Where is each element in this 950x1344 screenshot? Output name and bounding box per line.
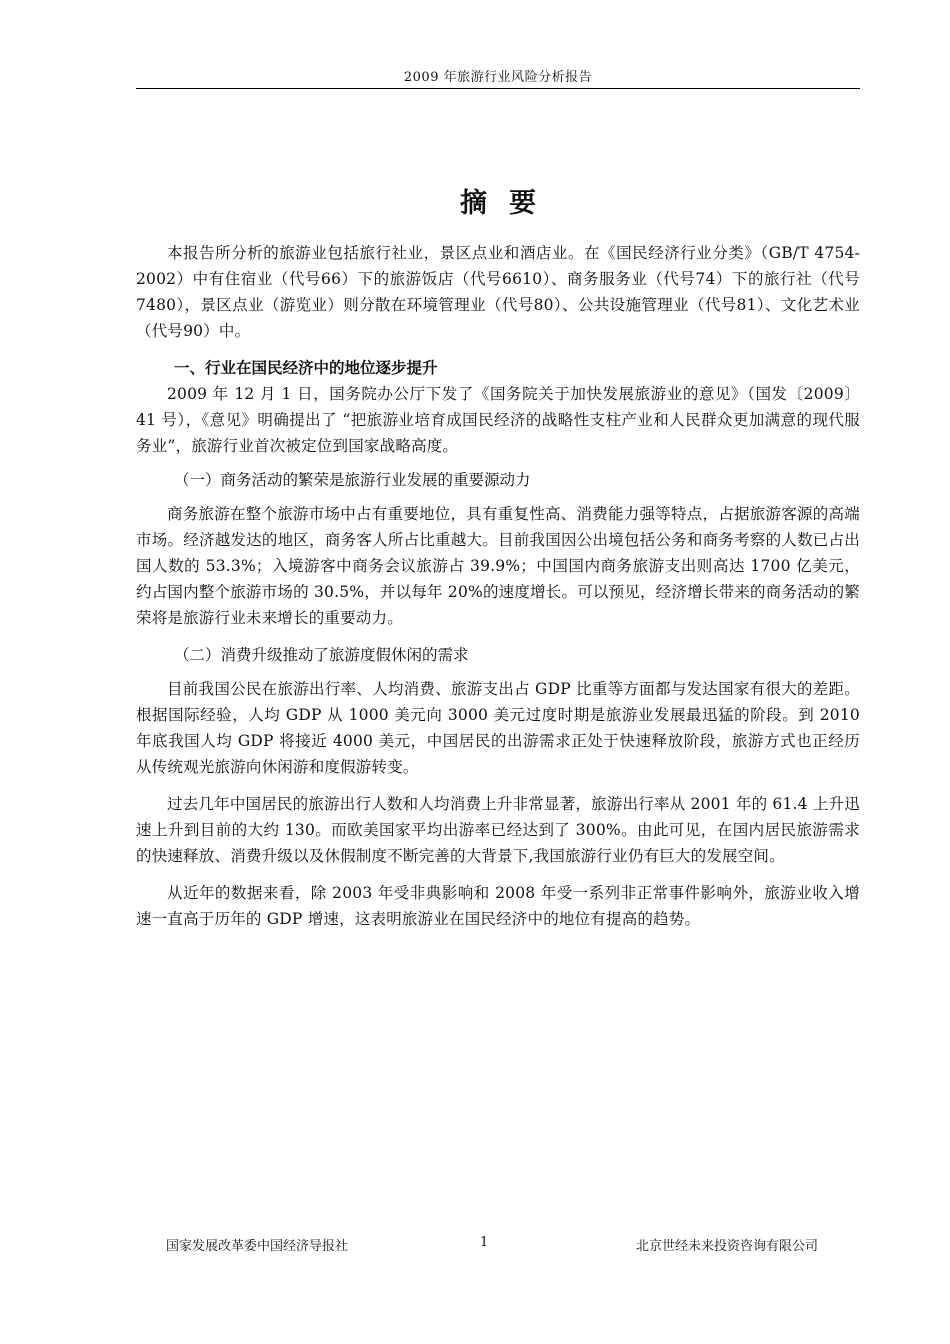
- subsection-heading-1: （一）商务活动的繁荣是旅游行业发展的重要源动力: [174, 471, 531, 489]
- subsection2-paragraph-3: 从近年的数据来看，除 2003 年受非典影响和 2008 年受一系列非正常事件影响外，旅游业收入增速一直高于历年的 GDP 增速，这表明旅游业在国民经济中的地位有提高的趋势。: [136, 884, 860, 928]
- subsection2-paragraph-2: 过去几年中国居民的旅游出行人数和人均消费上升非常显著，旅游出行率从 2001 年的 61.4 上升迅速上升到目前的大约 130。而欧美国家平均出游率已经达到了 300%。由此可见，在国内居民旅游需求的快速释放、消费升级以及休假制度不断完善的大背景下,我国旅游行业仍有巨大的发展空间。: [136, 795, 860, 865]
- header-rule: [136, 88, 860, 89]
- document-body: [136, 240, 860, 932]
- subsection-heading-2: （二）消费升级推动了旅游度假休闲的需求: [174, 646, 469, 664]
- footer-company: 北京世经未来投资咨询有限公司: [635, 1239, 818, 1254]
- intro-paragraph: 本报告所分析的旅游业包括旅行社业，景区点业和酒店业。在《国民经济行业分类》（GB/T 4754-2002）中有住宿业（代号66）下的旅游饭店（代号6610）、商务服务业（代号74）下的旅行社（代号7480），景区点业（游览业）则分散在环境管理业（代号80）、公共设施管理业（代号81）、文化艺术业（代号90）中。: [136, 244, 860, 340]
- document-title: 摘要: [460, 188, 558, 219]
- section-heading-1: 一、行业在国民经济中的地位逐步提升: [174, 359, 438, 377]
- subsection2-paragraph-1: 目前我国公民在旅游出行率、人均消费、旅游支出占 GDP 比重等方面都与发达国家有很大的差距。根据国际经验，人均 GDP 从 1000 美元向 3000 美元过度时期是旅游业发展最迅猛的阶段。到 2010 年底我国人均 GDP 将接近 4000 美元，中国居民的出游需求正处于快速释放阶段，旅游方式也正经历从传统观光旅游向休闲游和度假游转变。: [136, 680, 860, 776]
- header-title: 2009 年旅游行业风险分析报告: [403, 70, 593, 85]
- section1-paragraph: 2009 年 12 月 1 日，国务院办公厅下发了《国务院关于加快发展旅游业的意见》（国发〔2009〕41 号），《意见》明确提出了 “把旅游业培育成国民经济的战略性支柱产业和人民群众更加满意的现代服务业”，旅游行业首次被定位到国家战略高度。: [136, 385, 860, 455]
- footer-publisher: 国家发展改革委中国经济导报社: [166, 1239, 349, 1254]
- subsection1-paragraph: 商务旅游在整个旅游市场中占有重要地位，具有重复性高、消费能力强等特点，占据旅游客源的高端市场。经济越发达的地区，商务客人所占比重越大。目前我国因公出境包括公务和商务考察的人数已占出国人数的 53.3%；入境游客中商务会议旅游占 39.9%；中国国内商务旅游支出则高达 1700 亿美元，约占国内整个旅游市场的 30.5%，并以每年 20%的速度增长。可以预见，经济增长带来的商务活动的繁荣将是旅游行业未来增长的重要动力。: [136, 505, 860, 627]
- page-number: 1: [480, 1235, 489, 1250]
